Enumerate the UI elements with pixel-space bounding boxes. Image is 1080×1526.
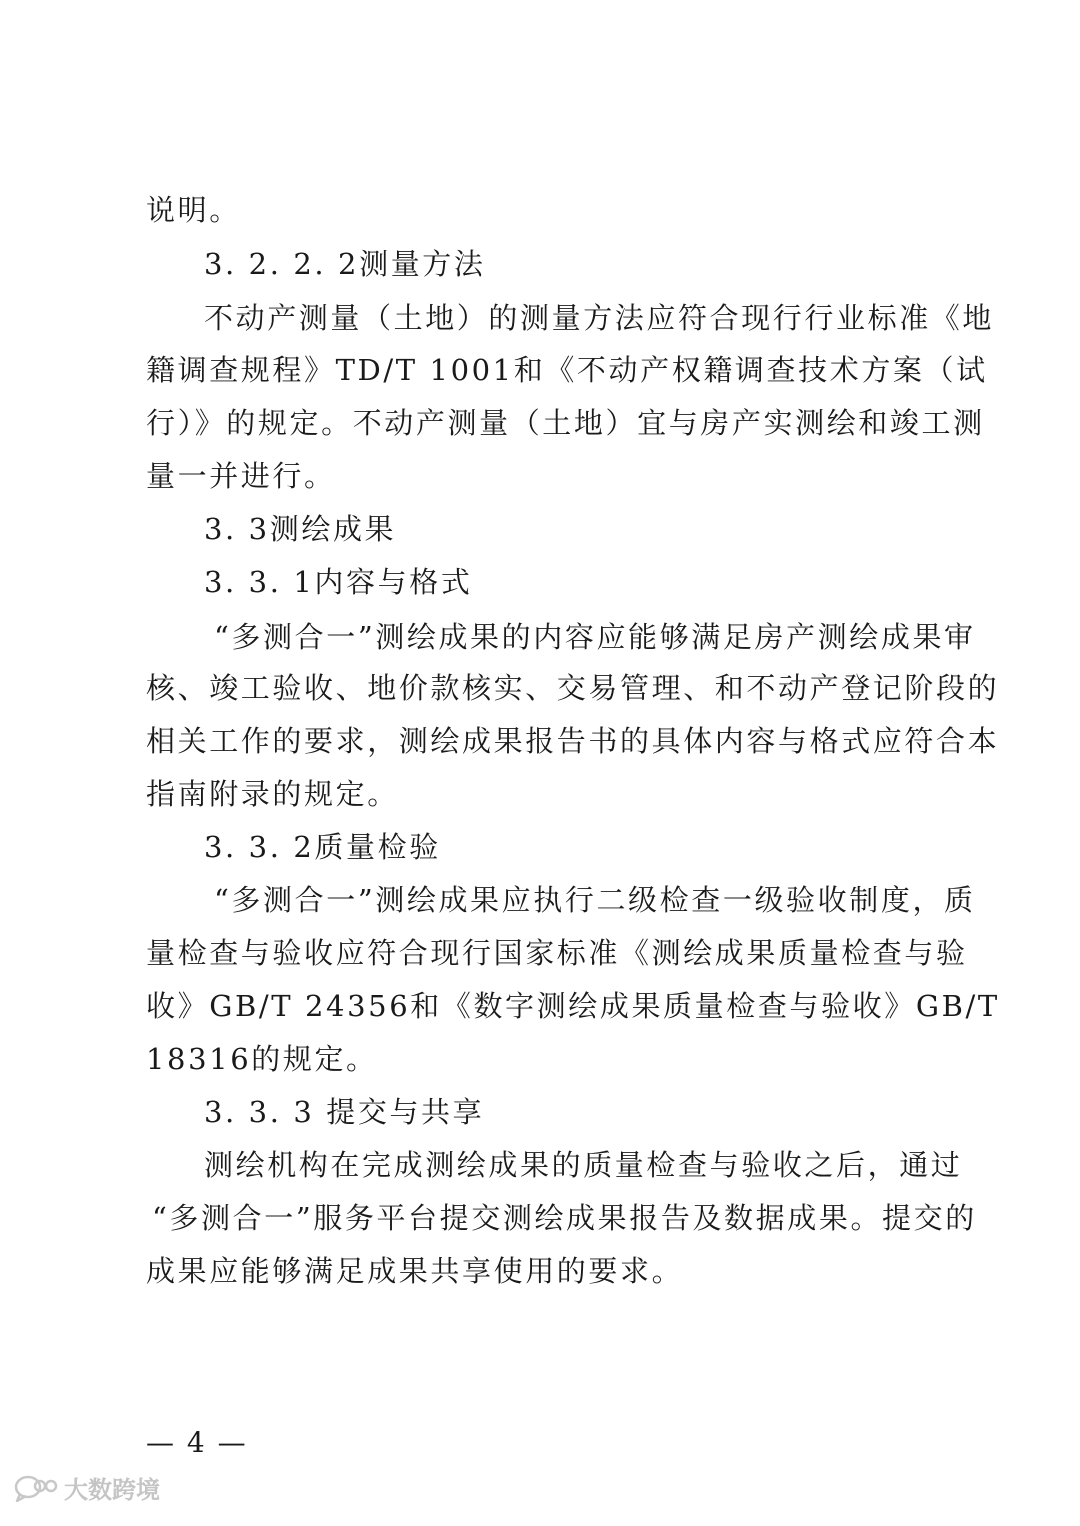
text-line: 18316的规定。 (146, 1042, 378, 1076)
section-heading: 3. 3. 2质量检验 (204, 830, 441, 864)
text-line: 核、竣工验收、地价款核实、交易管理、和不动产登记阶段的 (146, 671, 1000, 705)
text-line: 说明。 (146, 193, 241, 227)
text-line: 籍调查规程》TD/T 1001和《不动产权籍调查技术方案（试 (146, 353, 988, 387)
text-line: “多测合一”测绘成果的内容应能够满足房产测绘成果审 (214, 620, 976, 654)
text-line: “多测合一”服务平台提交测绘成果报告及数据成果。提交的 (152, 1201, 977, 1235)
text-line: 不动产测量（土地）的测量方法应符合现行行业标准《地 (204, 301, 995, 335)
section-heading: 3. 3. 3 提交与共享 (204, 1095, 485, 1129)
text-line: “多测合一”测绘成果应执行二级检查一级验收制度，质 (214, 883, 976, 917)
text-line: 行）》的规定。不动产测量（土地）宜与房产实测绘和竣工测 (146, 406, 985, 440)
text-line: 指南附录的规定。 (146, 777, 399, 811)
text-line: 测绘机构在完成测绘成果的质量检查与验收之后，通过 (204, 1148, 963, 1182)
text-line: 成果应能够满足成果共享使用的要求。 (146, 1254, 684, 1288)
watermark-text: 大数跨境 (64, 1476, 160, 1504)
section-heading: 3. 3测绘成果 (204, 512, 397, 546)
text-line: 相关工作的要求，测绘成果报告书的具体内容与格式应符合本 (146, 724, 1000, 758)
text-line: 量检查与验收应符合现行国家标准《测绘成果质量检查与验 (146, 936, 968, 970)
speech-bubble-logo-icon (14, 1474, 58, 1502)
text-line: 收》GB/T 24356和《数字测绘成果质量检查与验收》GB/T (146, 989, 1000, 1023)
page-number: — 4 — (146, 1426, 248, 1459)
section-heading: 3. 3. 1内容与格式 (204, 565, 473, 599)
section-heading: 3. 2. 2. 2测量方法 (204, 247, 486, 281)
text-line: 量一并进行。 (146, 459, 336, 493)
watermark (14, 1470, 160, 1505)
